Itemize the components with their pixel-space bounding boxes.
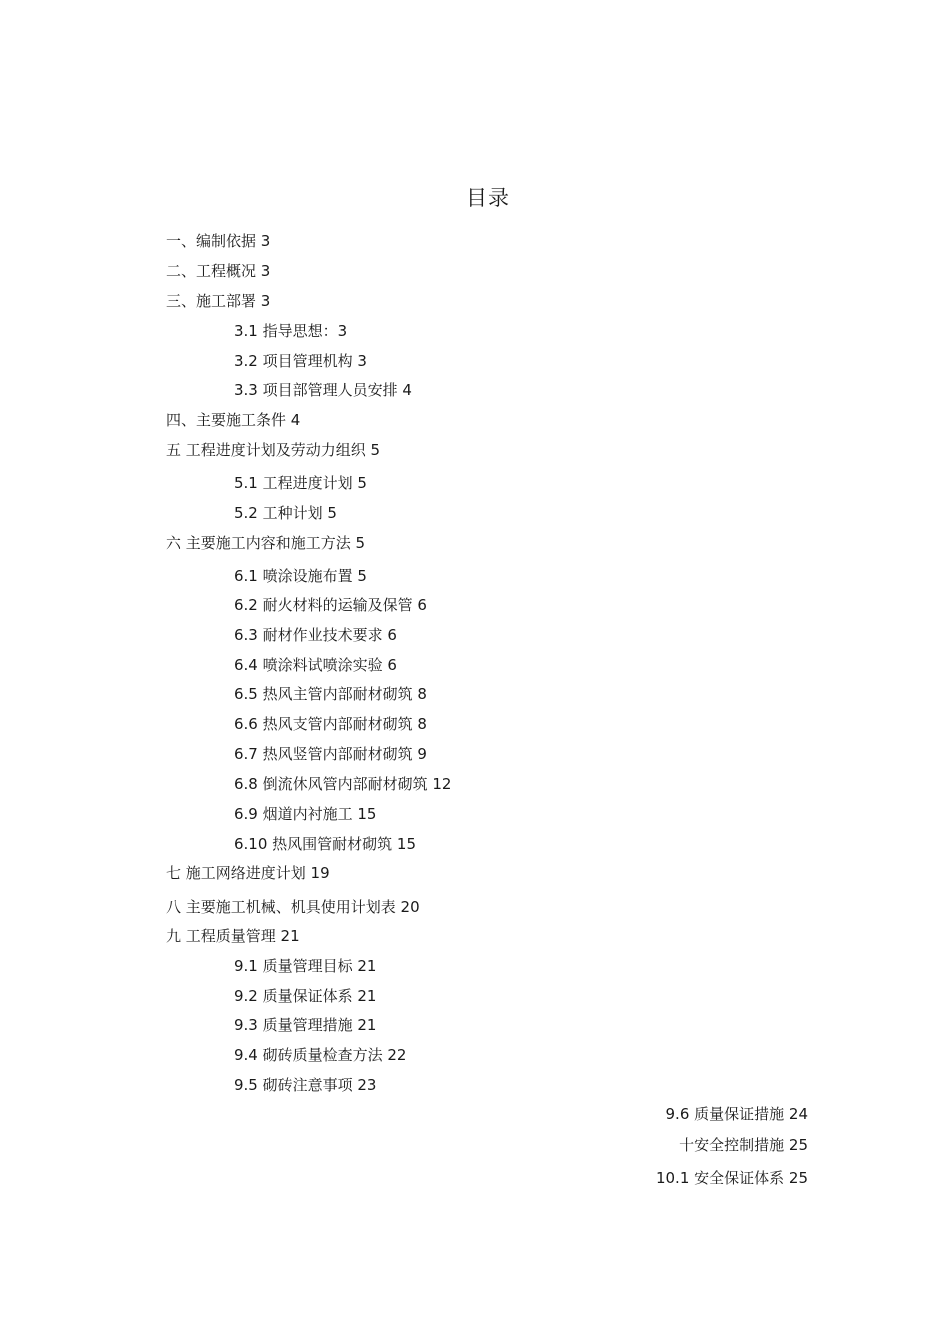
toc-entry-5-2[interactable]: 5.2 工种计划 5	[234, 504, 337, 522]
toc-entry-6-5[interactable]: 6.5 热风主管内部耐材砌筑 8	[234, 685, 427, 703]
toc-entry-6-7[interactable]: 6.7 热风竖管内部耐材砌筑 9	[234, 745, 427, 763]
toc-entry-6-6[interactable]: 6.6 热风支管内部耐材砌筑 8	[234, 715, 427, 733]
toc-entry-6-10[interactable]: 6.10 热风围管耐材砌筑 15	[234, 835, 417, 853]
toc-entry-3-3[interactable]: 3.3 项目部管理人员安排 4	[234, 381, 412, 399]
toc-entry-6-2[interactable]: 6.2 耐火材料的运输及保管 6	[234, 596, 427, 614]
toc-entry-8[interactable]: 八 主要施工机械、机具使用计划表 20	[166, 898, 420, 916]
toc-entry-3[interactable]: 三、施工部署 3	[166, 292, 271, 310]
toc-entry-6-4[interactable]: 6.4 喷涂料试喷涂实验 6	[234, 656, 397, 674]
toc-entry-9[interactable]: 九 工程质量管理 21	[166, 927, 300, 945]
toc-entry-9-4[interactable]: 9.4 砌砖质量检查方法 22	[234, 1046, 407, 1064]
toc-entry-6-1[interactable]: 6.1 喷涂设施布置 5	[234, 567, 367, 585]
toc-entry-5[interactable]: 五 工程进度计划及劳动力组织 5	[166, 441, 381, 459]
toc-entry-9-6[interactable]: 9.6 质量保证措施 24	[665, 1105, 808, 1123]
toc-entry-6-8[interactable]: 6.8 倒流休风管内部耐材砌筑 12	[234, 775, 452, 793]
toc-entry-6-3[interactable]: 6.3 耐材作业技术要求 6	[234, 626, 397, 644]
toc-entry-1[interactable]: 一、编制依据 3	[166, 232, 271, 250]
toc-title: 目录	[466, 186, 510, 210]
toc-entry-6[interactable]: 六 主要施工内容和施工方法 5	[166, 534, 366, 552]
toc-entry-7[interactable]: 七 施工网络进度计划 19	[166, 864, 330, 882]
toc-entry-9-1[interactable]: 9.1 质量管理目标 21	[234, 957, 377, 975]
toc-entry-9-2[interactable]: 9.2 质量保证体系 21	[234, 987, 377, 1005]
toc-entry-2[interactable]: 二、工程概况 3	[166, 262, 271, 280]
toc-entry-9-5[interactable]: 9.5 砌砖注意事项 23	[234, 1076, 377, 1094]
toc-entry-10[interactable]: 十安全控制措施 25	[679, 1136, 808, 1154]
toc-entry-5-1[interactable]: 5.1 工程进度计划 5	[234, 474, 367, 492]
toc-entry-3-2[interactable]: 3.2 项目管理机构 3	[234, 352, 367, 370]
toc-entry-6-9[interactable]: 6.9 烟道内衬施工 15	[234, 805, 377, 823]
toc-entry-10-1[interactable]: 10.1 安全保证体系 25	[655, 1169, 808, 1187]
toc-entry-9-3[interactable]: 9.3 质量管理措施 21	[234, 1016, 377, 1034]
toc-entry-4[interactable]: 四、主要施工条件 4	[166, 411, 301, 429]
toc-entry-3-1[interactable]: 3.1 指导思想：3	[234, 322, 348, 340]
